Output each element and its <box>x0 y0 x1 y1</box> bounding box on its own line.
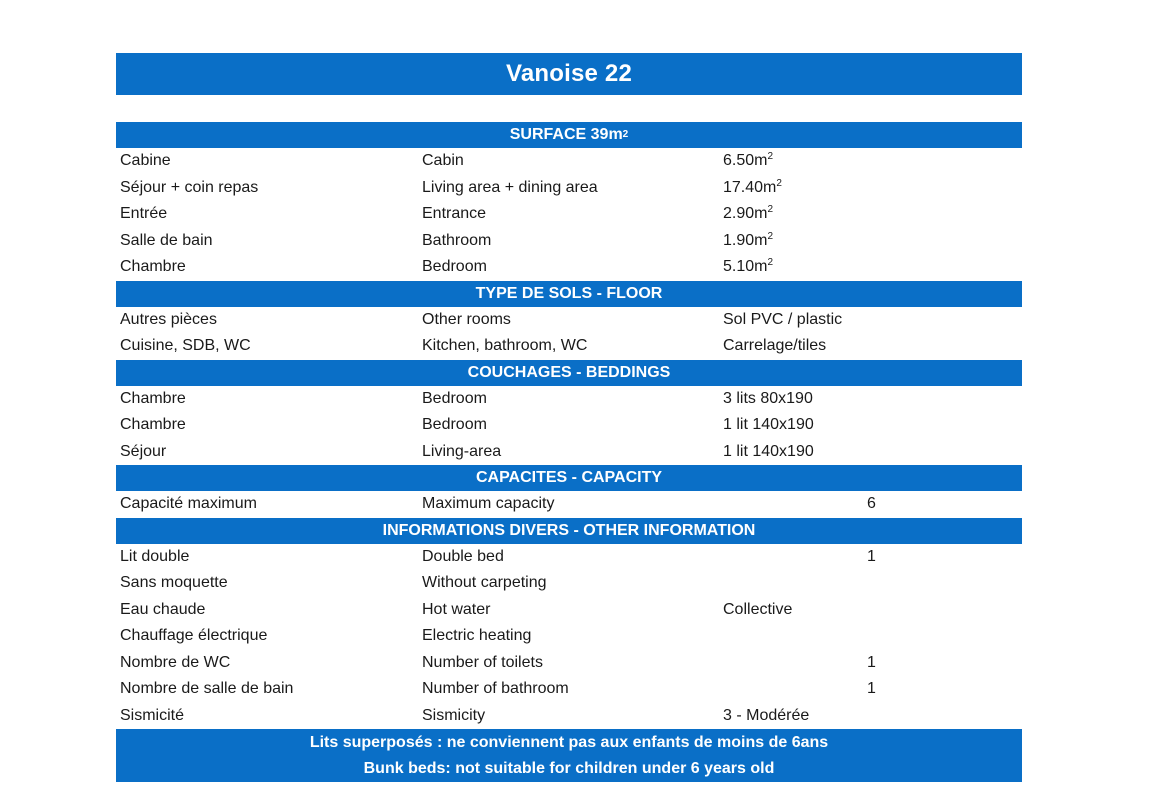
table-row <box>116 148 1022 175</box>
french-label: Lit double <box>120 547 190 565</box>
value <box>723 152 773 170</box>
french-label: Autres pièces <box>120 310 217 328</box>
value-sup: 2 <box>767 151 774 163</box>
english-label: Other rooms <box>422 310 511 328</box>
value: Sol PVC / plastic <box>723 310 843 328</box>
table-row <box>116 650 1022 677</box>
table-row <box>116 412 1022 439</box>
english-label: Hot water <box>422 600 491 618</box>
french-label: Chauffage électrique <box>120 627 268 645</box>
table-row <box>116 254 1022 281</box>
french-label: Nombre de WC <box>120 653 231 671</box>
bunk-bed-warning <box>116 729 1022 782</box>
english-label: Sismicity <box>422 706 486 724</box>
english-label: Number of toilets <box>422 653 543 671</box>
english-label: Bedroom <box>422 258 487 276</box>
english-label: Living area + dining area <box>422 178 598 196</box>
page-title <box>116 53 1022 95</box>
french-label: Entrée <box>120 205 168 223</box>
french-label: Salle de bain <box>120 231 213 249</box>
section-header-floor <box>116 281 1022 307</box>
value-text: 17.40m <box>723 178 777 196</box>
value <box>723 258 773 276</box>
section-header-other-information <box>116 518 1022 544</box>
spacer <box>116 95 1022 122</box>
table-row <box>116 544 1022 571</box>
french-label: Capacité maximum <box>120 495 257 513</box>
table-row <box>116 175 1022 202</box>
french-label: Nombre de salle de bain <box>120 680 294 698</box>
value <box>723 232 773 250</box>
value-sup: 2 <box>767 257 774 269</box>
french-label: Cabine <box>120 152 171 170</box>
english-label: Entrance <box>422 205 487 223</box>
table-row <box>116 703 1022 730</box>
value-text: 2.90m <box>723 205 768 223</box>
english-label: Living-area <box>422 442 502 460</box>
section-header-capacity <box>116 465 1022 491</box>
value-sup: 2 <box>767 204 774 216</box>
count: 1 <box>867 547 876 565</box>
warning-french: Lits superposés : ne conviennent pas aux enfants de moins de 6ans <box>309 733 829 751</box>
french-label: Chambre <box>120 389 186 407</box>
table-row <box>116 570 1022 597</box>
value-text: 5.10m <box>723 258 768 276</box>
table-row <box>116 676 1022 703</box>
english-label: Bedroom <box>422 416 487 434</box>
french-label: Cuisine, SDB, WC <box>120 337 251 355</box>
english-label: Electric heating <box>422 627 532 645</box>
english-label: Bedroom <box>422 389 487 407</box>
english-label: Double bed <box>422 547 504 565</box>
section-header-surface: SURFACE 39m 2 <box>116 122 1022 148</box>
other-header-text: INFORMATIONS DIVERS - OTHER INFORMATION <box>382 521 756 539</box>
value: 1 lit 140x190 <box>723 416 814 434</box>
count: 6 <box>867 495 876 513</box>
table-row <box>116 386 1022 413</box>
table-row <box>116 439 1022 466</box>
count: 1 <box>867 680 876 698</box>
english-label: Bathroom <box>422 231 492 249</box>
table-row <box>116 228 1022 255</box>
english-label: Without carpeting <box>422 574 547 592</box>
value <box>723 179 782 197</box>
table-row <box>116 333 1022 360</box>
table-row <box>116 201 1022 228</box>
value: Collective <box>723 600 793 618</box>
table-row <box>116 597 1022 624</box>
french-label: Eau chaude <box>120 600 206 618</box>
value <box>723 205 773 223</box>
section-header-beddings <box>116 360 1022 386</box>
value-text: 6.50m <box>723 152 768 170</box>
value-text: 1.90m <box>723 231 768 249</box>
value-sup: 2 <box>767 230 774 242</box>
table-row <box>116 307 1022 334</box>
value: 3 lits 80x190 <box>723 389 813 407</box>
english-label: Cabin <box>422 152 464 170</box>
english-label: Number of bathroom <box>422 680 569 698</box>
value: 3 - Modérée <box>723 706 810 724</box>
value: Carrelage/tiles <box>723 337 827 355</box>
french-label: Séjour + coin repas <box>120 178 259 196</box>
english-label: Kitchen, bathroom, WC <box>422 337 588 355</box>
french-label: Sans moquette <box>120 574 228 592</box>
english-label: Maximum capacity <box>422 495 555 513</box>
value: 1 lit 140x190 <box>723 442 814 460</box>
value-sup: 2 <box>776 177 782 189</box>
french-label: Chambre <box>120 258 186 276</box>
surface-header-text: SURFACE 39m <box>509 126 623 143</box>
beddings-header-text: COUCHAGES - BEDDINGS <box>467 363 671 381</box>
french-label: Chambre <box>120 416 186 434</box>
capacity-header-text: CAPACITES - CAPACITY <box>475 469 663 486</box>
count: 1 <box>867 653 876 671</box>
table-row <box>116 623 1022 650</box>
french-label: Séjour <box>120 442 167 460</box>
page-title-text: Vanoise 22 <box>505 60 633 87</box>
french-label: Sismicité <box>120 706 185 724</box>
warning-english: Bunk beds: not suitable for children under 6 years old <box>363 759 775 777</box>
specification-sheet <box>116 53 1022 782</box>
floor-header-text: TYPE DE SOLS - FLOOR <box>475 284 663 302</box>
table-row <box>116 491 1022 518</box>
